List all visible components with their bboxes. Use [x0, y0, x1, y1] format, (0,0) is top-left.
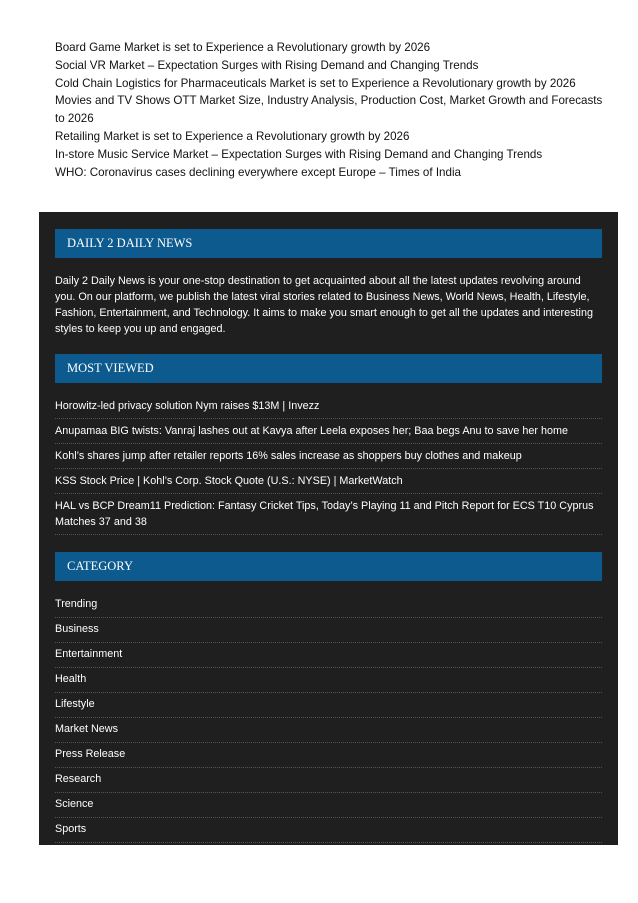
category-link-market-news[interactable]: Market News [55, 723, 118, 735]
list-item [55, 718, 602, 743]
recent-post-link[interactable]: Retailing Market is set to Experience a Revolutionary growth by 2026 [55, 129, 410, 143]
most-viewed-link[interactable]: Kohl’s shares jump after retailer reports 16% sales increase as shoppers buy clothes and makeup [55, 450, 522, 462]
category-title: CATEGORY [55, 552, 602, 581]
category-link-press-release[interactable]: Press Release [55, 748, 126, 760]
recent-post-link[interactable]: WHO: Coronavirus cases declining everywhere except Europe – Times of India [55, 165, 461, 179]
category-list [55, 593, 602, 843]
category-link-trending[interactable]: Trending [55, 598, 98, 610]
most-viewed-list [55, 394, 602, 535]
recent-post-link[interactable]: In-store Music Service Market – Expectation Surges with Rising Demand and Changing Trends [55, 147, 543, 161]
recent-post-link[interactable]: Movies and TV Shows OTT Market Size, Industry Analysis, Production Cost, Market Growth and Forecasts to 2026 [55, 94, 603, 126]
category-link-entertainment[interactable]: Entertainment [55, 648, 123, 660]
category-link-science[interactable]: Science [55, 798, 94, 810]
list-item [55, 593, 602, 618]
list-item [55, 818, 602, 843]
recent-posts-list [55, 39, 605, 181]
most-viewed-link[interactable]: Horowitz-led privacy solution Nym raises $13M | Invezz [55, 400, 320, 412]
list-item [55, 743, 602, 768]
most-viewed-title: MOST VIEWED [55, 354, 602, 383]
category-link-lifestyle[interactable]: Lifestyle [55, 698, 95, 710]
list-item [55, 444, 602, 469]
list-item [55, 793, 602, 818]
list-item [55, 693, 602, 718]
most-viewed-link[interactable]: KSS Stock Price | Kohl’s Corp. Stock Quote (U.S.: NYSE) | MarketWatch [55, 475, 403, 487]
list-item [55, 618, 602, 643]
list-item [55, 494, 602, 535]
list-item [55, 469, 602, 494]
list-item [55, 668, 602, 693]
recent-post-link[interactable]: Board Game Market is set to Experience a Revolutionary growth by 2026 [55, 41, 431, 54]
recent-post-link[interactable]: Social VR Market – Expectation Surges with Rising Demand and Changing Trends [55, 58, 479, 72]
about-text: Daily 2 Daily News is your one-stop destination to get acquainted about all the latest updates revolving around you. On our platform, we publish the latest viral stories related to Business News, World News, Health, Lifestyle, Fashion, Entertainment, and Technology. It aims to make you smart enough to get all the updates and interesting styles to keep you up and engaged. [55, 275, 593, 335]
category-link-sports[interactable]: Sports [55, 823, 87, 835]
list-item [55, 768, 602, 793]
list-item [55, 643, 602, 668]
recent-post-link[interactable]: Cold Chain Logistics for Pharmaceuticals Market is set to Experience a Revolutionary growth by 2026 [55, 76, 576, 90]
most-viewed-link[interactable]: HAL vs BCP Dream11 Prediction: Fantasy Cricket Tips, Today’s Playing 11 and Pitch Report for ECS T10 Cyprus Matches 37 and 38 [55, 500, 594, 528]
category-link-research[interactable]: Research [55, 773, 102, 785]
list-item [55, 419, 602, 444]
list-item [55, 394, 602, 419]
category-link-health[interactable]: Health [55, 673, 87, 685]
most-viewed-link[interactable]: Anupamaa BIG twists: Vanraj lashes out at Kavya after Leela exposes her; Baa begs Anu to save her home [55, 425, 568, 437]
about-widget-title: DAILY 2 DAILY NEWS [55, 229, 602, 258]
category-link-business[interactable]: Business [55, 623, 99, 635]
footer-sidebar [39, 212, 618, 845]
